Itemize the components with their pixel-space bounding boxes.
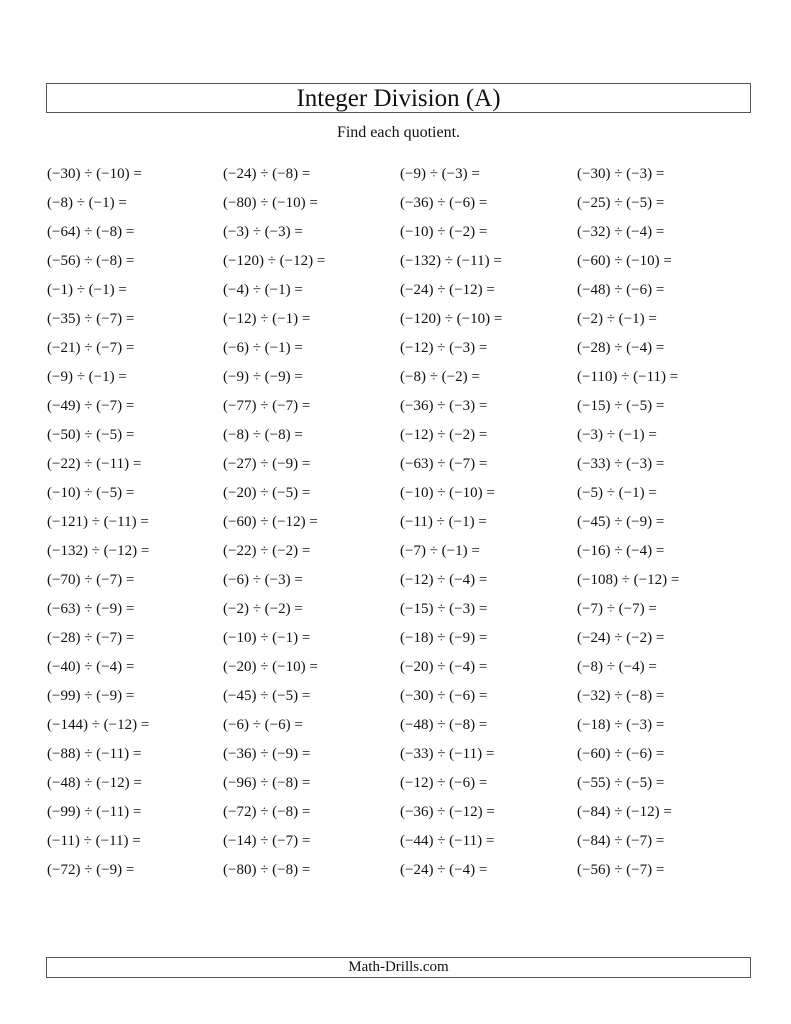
- division-problem: (−22) ÷ (−2) =: [223, 543, 311, 559]
- problem-row: [47, 537, 757, 566]
- division-problem: (−48) ÷ (−8) =: [400, 717, 488, 733]
- division-problem: (−9) ÷ (−3) =: [400, 166, 480, 182]
- division-problem: (−30) ÷ (−3) =: [577, 166, 665, 182]
- division-problem: (−6) ÷ (−3) =: [223, 572, 303, 588]
- division-problem: (−12) ÷ (−4) =: [400, 572, 488, 588]
- problem-row: [47, 334, 757, 363]
- division-problem: (−63) ÷ (−9) =: [47, 601, 135, 617]
- problem-row: [47, 624, 757, 653]
- division-problem: (−8) ÷ (−1) =: [47, 195, 127, 211]
- division-problem: (−12) ÷ (−2) =: [400, 427, 488, 443]
- problem-row: [47, 827, 757, 856]
- problem-row: [47, 450, 757, 479]
- problem-row: [47, 595, 757, 624]
- division-problem: (−80) ÷ (−10) =: [223, 195, 318, 211]
- page-title: Integer Division (A): [296, 84, 501, 112]
- problem-row: [47, 856, 757, 885]
- title-box: [46, 83, 751, 113]
- division-problem: (−60) ÷ (−10) =: [577, 253, 672, 269]
- division-problem: (−132) ÷ (−11) =: [400, 253, 502, 269]
- division-problem: (−18) ÷ (−9) =: [400, 630, 488, 646]
- division-problem: (−56) ÷ (−7) =: [577, 862, 665, 878]
- problem-row: [47, 508, 757, 537]
- division-problem: (−30) ÷ (−6) =: [400, 688, 488, 704]
- division-problem: (−40) ÷ (−4) =: [47, 659, 135, 675]
- division-problem: (−14) ÷ (−7) =: [223, 833, 311, 849]
- division-problem: (−32) ÷ (−8) =: [577, 688, 665, 704]
- division-problem: (−45) ÷ (−9) =: [577, 514, 665, 530]
- division-problem: (−70) ÷ (−7) =: [47, 572, 135, 588]
- division-problem: (−24) ÷ (−8) =: [223, 166, 311, 182]
- division-problem: (−56) ÷ (−8) =: [47, 253, 135, 269]
- division-problem: (−110) ÷ (−11) =: [577, 369, 679, 385]
- division-problem: (−16) ÷ (−4) =: [577, 543, 665, 559]
- division-problem: (−15) ÷ (−5) =: [577, 398, 665, 414]
- division-problem: (−108) ÷ (−12) =: [577, 572, 680, 588]
- division-problem: (−24) ÷ (−2) =: [577, 630, 665, 646]
- division-problem: (−63) ÷ (−7) =: [400, 456, 488, 472]
- problem-row: [47, 305, 757, 334]
- division-problem: (−3) ÷ (−3) =: [223, 224, 303, 240]
- division-problem: (−12) ÷ (−3) =: [400, 340, 488, 356]
- division-problem: (−36) ÷ (−3) =: [400, 398, 488, 414]
- division-problem: (−5) ÷ (−1) =: [577, 485, 657, 501]
- division-problem: (−144) ÷ (−12) =: [47, 717, 150, 733]
- division-problem: (−48) ÷ (−6) =: [577, 282, 665, 298]
- problem-row: [47, 682, 757, 711]
- division-problem: (−7) ÷ (−7) =: [577, 601, 657, 617]
- problem-row: [47, 769, 757, 798]
- division-problem: (−10) ÷ (−2) =: [400, 224, 488, 240]
- division-problem: (−12) ÷ (−6) =: [400, 775, 488, 791]
- division-problem: (−55) ÷ (−5) =: [577, 775, 665, 791]
- problem-row: [47, 160, 757, 189]
- division-problem: (−2) ÷ (−1) =: [577, 311, 657, 327]
- problem-grid: [47, 160, 757, 885]
- division-problem: (−2) ÷ (−2) =: [223, 601, 303, 617]
- division-problem: (−10) ÷ (−1) =: [223, 630, 311, 646]
- division-problem: (−11) ÷ (−1) =: [400, 514, 487, 530]
- problem-row: [47, 247, 757, 276]
- division-problem: (−32) ÷ (−4) =: [577, 224, 665, 240]
- division-problem: (−72) ÷ (−9) =: [47, 862, 135, 878]
- division-problem: (−8) ÷ (−8) =: [223, 427, 303, 443]
- problem-row: [47, 421, 757, 450]
- division-problem: (−11) ÷ (−11) =: [47, 833, 141, 849]
- division-problem: (−84) ÷ (−12) =: [577, 804, 672, 820]
- problem-row: [47, 711, 757, 740]
- division-problem: (−48) ÷ (−12) =: [47, 775, 142, 791]
- division-problem: (−88) ÷ (−11) =: [47, 746, 142, 762]
- division-problem: (−36) ÷ (−12) =: [400, 804, 495, 820]
- division-problem: (−49) ÷ (−7) =: [47, 398, 135, 414]
- division-problem: (−28) ÷ (−7) =: [47, 630, 135, 646]
- division-problem: (−36) ÷ (−6) =: [400, 195, 488, 211]
- division-problem: (−15) ÷ (−3) =: [400, 601, 488, 617]
- division-problem: (−28) ÷ (−4) =: [577, 340, 665, 356]
- division-problem: (−20) ÷ (−10) =: [223, 659, 318, 675]
- division-problem: (−6) ÷ (−6) =: [223, 717, 303, 733]
- division-problem: (−84) ÷ (−7) =: [577, 833, 665, 849]
- division-problem: (−60) ÷ (−6) =: [577, 746, 665, 762]
- problem-row: [47, 189, 757, 218]
- division-problem: (−99) ÷ (−9) =: [47, 688, 135, 704]
- division-problem: (−10) ÷ (−5) =: [47, 485, 135, 501]
- division-problem: (−33) ÷ (−3) =: [577, 456, 665, 472]
- division-problem: (−96) ÷ (−8) =: [223, 775, 311, 791]
- division-problem: (−9) ÷ (−9) =: [223, 369, 303, 385]
- division-problem: (−20) ÷ (−5) =: [223, 485, 311, 501]
- division-problem: (−8) ÷ (−2) =: [400, 369, 480, 385]
- division-problem: (−18) ÷ (−3) =: [577, 717, 665, 733]
- division-problem: (−120) ÷ (−12) =: [223, 253, 326, 269]
- problem-row: [47, 740, 757, 769]
- division-problem: (−77) ÷ (−7) =: [223, 398, 311, 414]
- division-problem: (−25) ÷ (−5) =: [577, 195, 665, 211]
- division-problem: (−99) ÷ (−11) =: [47, 804, 142, 820]
- problem-row: [47, 363, 757, 392]
- division-problem: (−35) ÷ (−7) =: [47, 311, 135, 327]
- problem-row: [47, 479, 757, 508]
- division-problem: (−50) ÷ (−5) =: [47, 427, 135, 443]
- division-problem: (−120) ÷ (−10) =: [400, 311, 503, 327]
- division-problem: (−80) ÷ (−8) =: [223, 862, 311, 878]
- division-problem: (−9) ÷ (−1) =: [47, 369, 127, 385]
- division-problem: (−33) ÷ (−11) =: [400, 746, 495, 762]
- division-problem: (−30) ÷ (−10) =: [47, 166, 142, 182]
- division-problem: (−4) ÷ (−1) =: [223, 282, 303, 298]
- division-problem: (−72) ÷ (−8) =: [223, 804, 311, 820]
- division-problem: (−24) ÷ (−12) =: [400, 282, 495, 298]
- instructions: Find each quotient.: [336, 124, 461, 141]
- problem-row: [47, 392, 757, 421]
- division-problem: (−64) ÷ (−8) =: [47, 224, 135, 240]
- division-problem: (−3) ÷ (−1) =: [577, 427, 657, 443]
- problem-row: [47, 653, 757, 682]
- division-problem: (−121) ÷ (−11) =: [47, 514, 149, 530]
- footer-text: Math-Drills.com: [348, 959, 449, 975]
- division-problem: (−27) ÷ (−9) =: [223, 456, 311, 472]
- division-problem: (−12) ÷ (−1) =: [223, 311, 311, 327]
- problem-row: [47, 798, 757, 827]
- division-problem: (−44) ÷ (−11) =: [400, 833, 495, 849]
- division-problem: (−6) ÷ (−1) =: [223, 340, 303, 356]
- division-problem: (−21) ÷ (−7) =: [47, 340, 135, 356]
- division-problem: (−8) ÷ (−4) =: [577, 659, 657, 675]
- division-problem: (−60) ÷ (−12) =: [223, 514, 318, 530]
- division-problem: (−24) ÷ (−4) =: [400, 862, 488, 878]
- division-problem: (−45) ÷ (−5) =: [223, 688, 311, 704]
- footer-box: [46, 957, 751, 978]
- problem-row: [47, 276, 757, 305]
- problem-row: [47, 566, 757, 595]
- division-problem: (−20) ÷ (−4) =: [400, 659, 488, 675]
- division-problem: (−22) ÷ (−11) =: [47, 456, 142, 472]
- division-problem: (−10) ÷ (−10) =: [400, 485, 495, 501]
- division-problem: (−7) ÷ (−1) =: [400, 543, 480, 559]
- division-problem: (−132) ÷ (−12) =: [47, 543, 150, 559]
- problem-row: [47, 218, 757, 247]
- division-problem: (−1) ÷ (−1) =: [47, 282, 127, 298]
- division-problem: (−36) ÷ (−9) =: [223, 746, 311, 762]
